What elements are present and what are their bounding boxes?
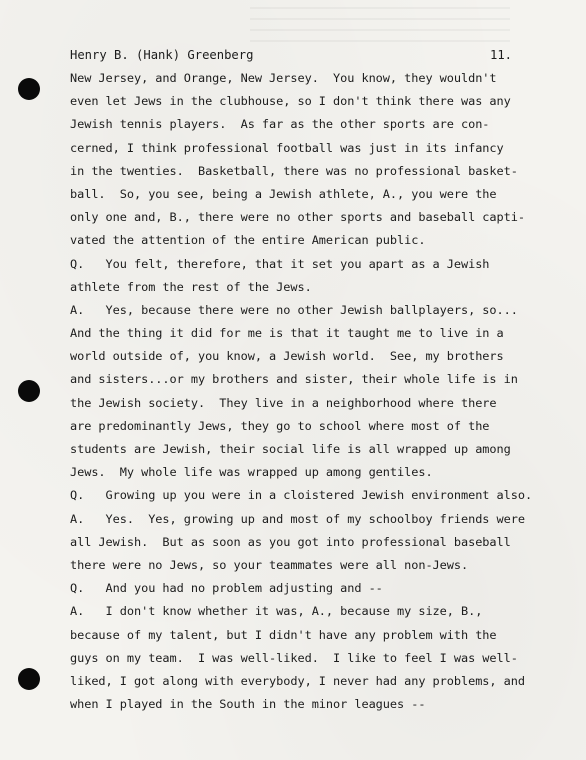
text-line: A. Yes. Yes, growing up and most of my schoolboy friends were bbox=[70, 511, 525, 526]
text-line: the Jewish society. They live in a neighborhood where there bbox=[70, 395, 497, 410]
page-number: 11. bbox=[489, 48, 512, 62]
text-line: when I played in the South in the minor leagues -- bbox=[70, 697, 426, 712]
text-line: world outside of, you know, a Jewish world. See, my brothers bbox=[70, 349, 504, 364]
text-line: Jews. My whole life was wrapped up among gentiles. bbox=[70, 465, 433, 480]
text-line: Jewish tennis players. As far as the other sports are con- bbox=[70, 117, 490, 132]
punch-hole-bottom bbox=[18, 668, 40, 690]
bleed-through-texture bbox=[250, 2, 510, 42]
text-line: students are Jewish, their social life is all wrapped up among bbox=[70, 442, 511, 456]
punch-hole-middle bbox=[18, 380, 40, 402]
header-name: Henry B. (Hank) Greenberg bbox=[70, 48, 254, 62]
text-line: ball. So, you see, being a Jewish athlete, A., you were the bbox=[70, 186, 497, 201]
text-line: in the twenties. Basketball, there was no professional basket- bbox=[70, 163, 518, 178]
text-line: New Jersey, and Orange, New Jersey. You know, they wouldn't bbox=[70, 71, 497, 85]
text-line: Q. You felt, therefore, that it set you apart as a Jewish bbox=[70, 256, 490, 271]
text-line: and sisters...or my brothers and sister, their whole life is in bbox=[70, 372, 518, 387]
text-line: athlete from the rest of the Jews. bbox=[70, 279, 312, 294]
transcript-body bbox=[70, 67, 540, 716]
text-line: A. I don't know whether it was, A., because my size, B., bbox=[70, 604, 483, 619]
text-line: Q. And you had no problem adjusting and -- bbox=[70, 581, 383, 596]
text-line: because of my talent, but I didn't have any problem with the bbox=[70, 627, 497, 642]
text-line: all Jewish. But as soon as you got into professional baseball bbox=[70, 534, 511, 549]
text-line: are predominantly Jews, they go to school where most of the bbox=[70, 418, 490, 433]
text-line: even let Jews in the clubhouse, so I don't think there was any bbox=[70, 94, 511, 109]
text-line: guys on my team. I was well-liked. I like to feel I was well- bbox=[70, 650, 518, 665]
punch-hole-top bbox=[18, 78, 40, 100]
text-line: only one and, B., there were no other sports and baseball capti- bbox=[70, 210, 525, 225]
text-line: And the thing it did for me is that it taught me to live in a bbox=[70, 326, 504, 341]
text-line: Q. Growing up you were in a cloistered Jewish environment also. bbox=[70, 488, 533, 503]
text-line: there were no Jews, so your teammates were all non-Jews. bbox=[70, 557, 469, 572]
text-line: cerned, I think professional football was just in its infancy bbox=[70, 140, 504, 155]
text-line: A. Yes, because there were no other Jewish ballplayers, so... bbox=[70, 302, 518, 317]
page-header bbox=[70, 44, 512, 66]
text-line: liked, I got along with everybody, I never had any problems, and bbox=[70, 673, 525, 688]
text-line: vated the attention of the entire American public. bbox=[70, 233, 426, 248]
